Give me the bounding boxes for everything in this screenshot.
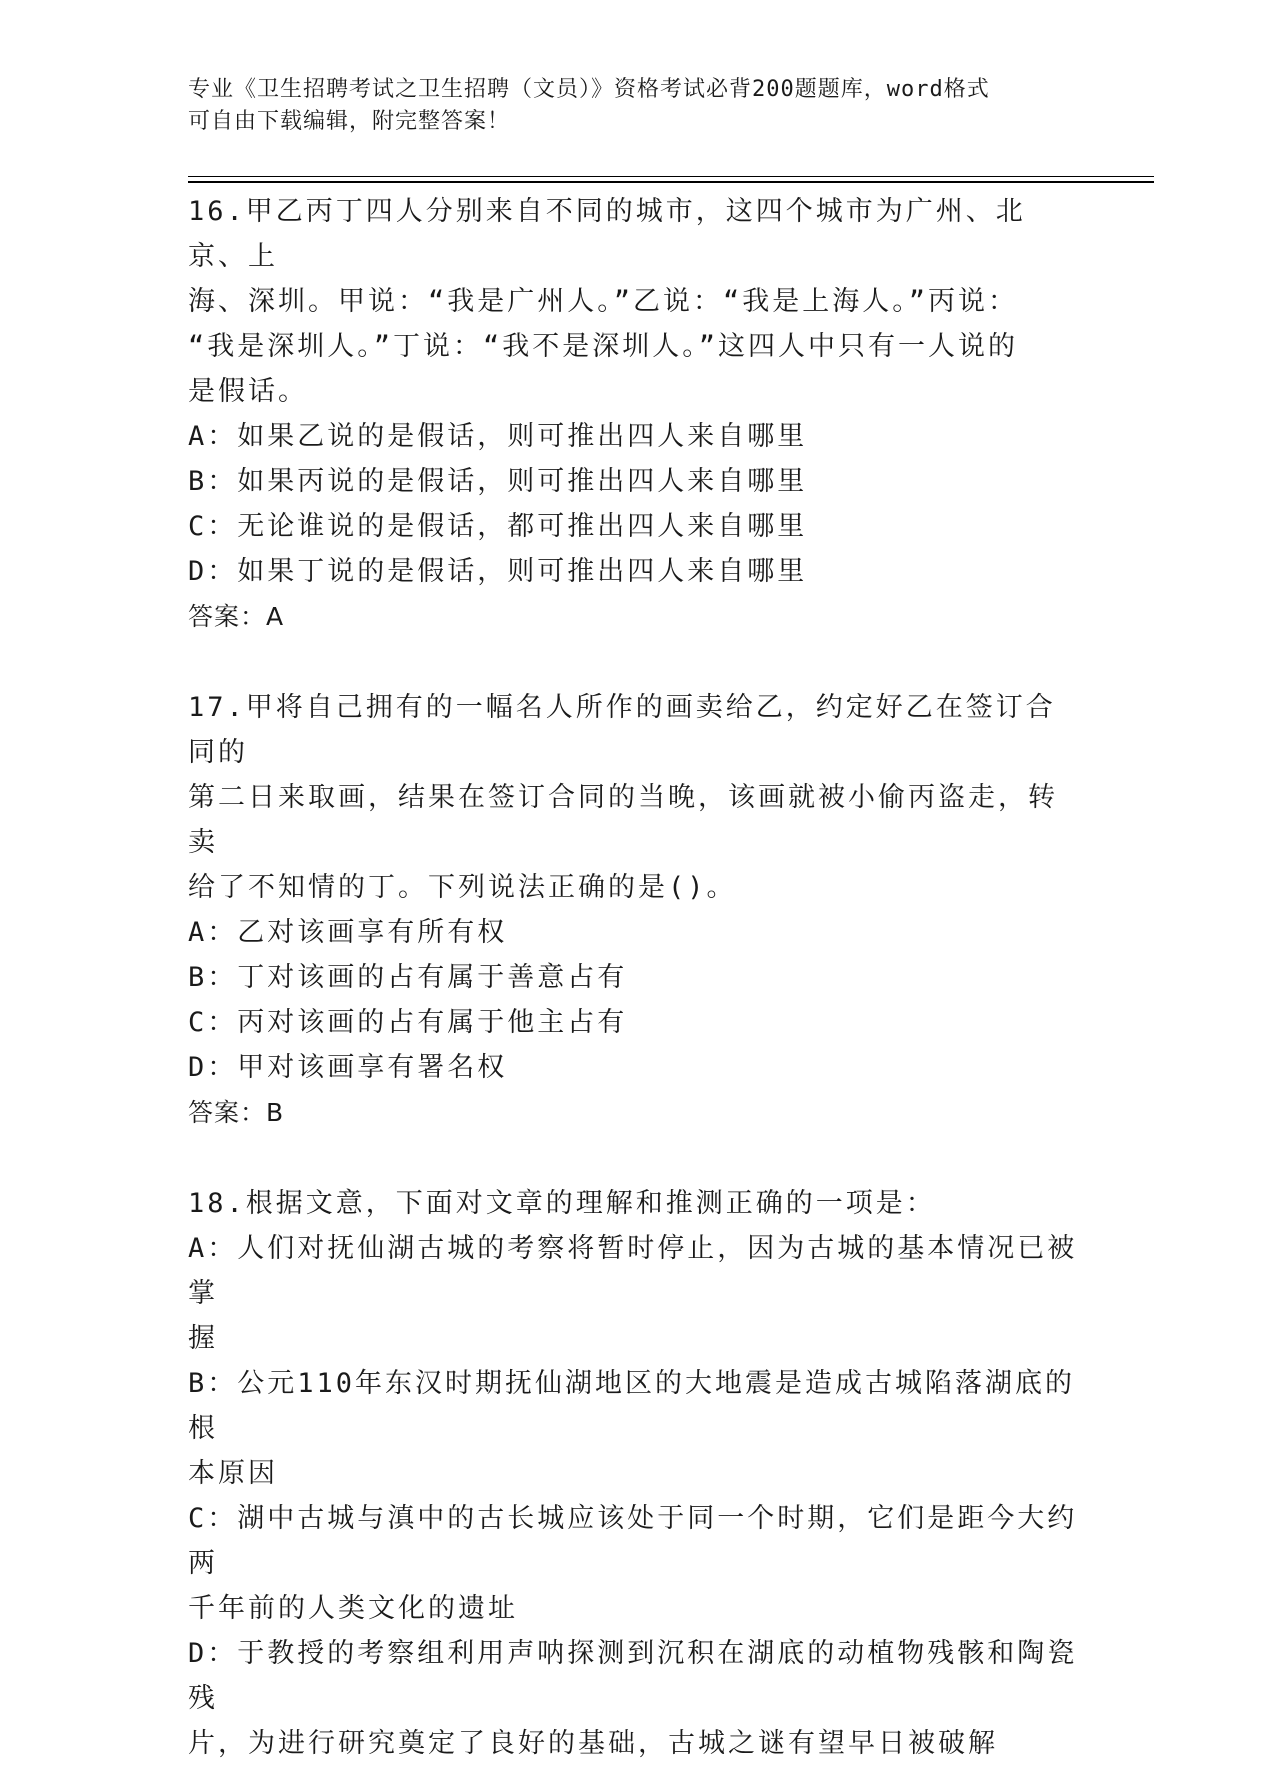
question-stem-line: 17.甲将自己拥有的一幅名人所作的画卖给乙，约定好乙在签订合同的 <box>188 692 1056 768</box>
option-d-continued: 片，为进行研究奠定了良好的基础，古城之谜有望早日被破解 <box>188 1728 998 1759</box>
question-stem-line: 给了不知情的丁。下列说法正确的是()。 <box>188 872 737 903</box>
question-stem-line: 第二日来取画，结果在签订合同的当晚，该画就被小偷丙盗走，转卖 <box>188 782 1058 858</box>
option-d: D：于教授的考察组利用声呐探测到沉积在湖底的动植物残骸和陶瓷残 <box>188 1638 1078 1714</box>
option-d: D：如果丁说的是假话，则可推出四人来自哪里 <box>188 556 808 587</box>
question-16 <box>188 189 1078 639</box>
header-line-2: 可自由下载编辑，附完整答案！ <box>188 109 511 134</box>
header-divider-thin <box>188 176 1154 177</box>
option-a-continued: 握 <box>188 1323 218 1354</box>
question-spacer <box>188 639 1078 685</box>
header-line-1: 专业《卫生招聘考试之卫生招聘（文员）》资格考试必背200题题库，word格式 <box>188 77 990 102</box>
option-c: C：丙对该画的占有属于他主占有 <box>188 1007 628 1038</box>
question-stem-line: “我是深圳人。”丁说：“我不是深圳人。”这四人中只有一人说的 <box>188 331 1019 362</box>
option-c: C：无论谁说的是假话，都可推出四人来自哪里 <box>188 511 808 542</box>
question-stem-line: 海、深圳。甲说：“我是广州人。”乙说：“我是上海人。”丙说： <box>188 286 1019 317</box>
option-c: C：湖中古城与滇中的古长城应该处于同一个时期，它们是距今大约两 <box>188 1503 1078 1579</box>
option-d: D：甲对该画享有署名权 <box>188 1052 508 1083</box>
option-b: B：如果丙说的是假话，则可推出四人来自哪里 <box>188 466 808 497</box>
question-spacer <box>188 1135 1078 1181</box>
option-a: A：乙对该画享有所有权 <box>188 917 508 948</box>
option-c-continued: 千年前的人类文化的遗址 <box>188 1593 518 1624</box>
answer-label: 答案：B <box>188 1098 285 1127</box>
question-list <box>188 189 1078 1766</box>
option-b: B：公元110年东汉时期抚仙湖地区的大地震是造成古城陷落湖底的根 <box>188 1368 1076 1444</box>
question-17 <box>188 685 1078 1135</box>
question-18 <box>188 1181 1078 1766</box>
question-stem-line: 是假话。 <box>188 376 308 407</box>
option-b-continued: 本原因 <box>188 1458 278 1489</box>
option-b: B：丁对该画的占有属于善意占有 <box>188 962 628 993</box>
question-stem-line: 18.根据文意，下面对文章的理解和推测正确的一项是： <box>188 1188 936 1219</box>
header-divider-thick <box>188 181 1154 183</box>
answer-label: 答案：A <box>188 602 285 631</box>
question-stem-line: 16.甲乙丙丁四人分别来自不同的城市，这四个城市为广州、北京、上 <box>188 196 1026 272</box>
option-a: A：如果乙说的是假话，则可推出四人来自哪里 <box>188 421 808 452</box>
option-a: A：人们对抚仙湖古城的考察将暂时停止，因为古城的基本情况已被掌 <box>188 1233 1078 1309</box>
document-header <box>188 74 1068 138</box>
